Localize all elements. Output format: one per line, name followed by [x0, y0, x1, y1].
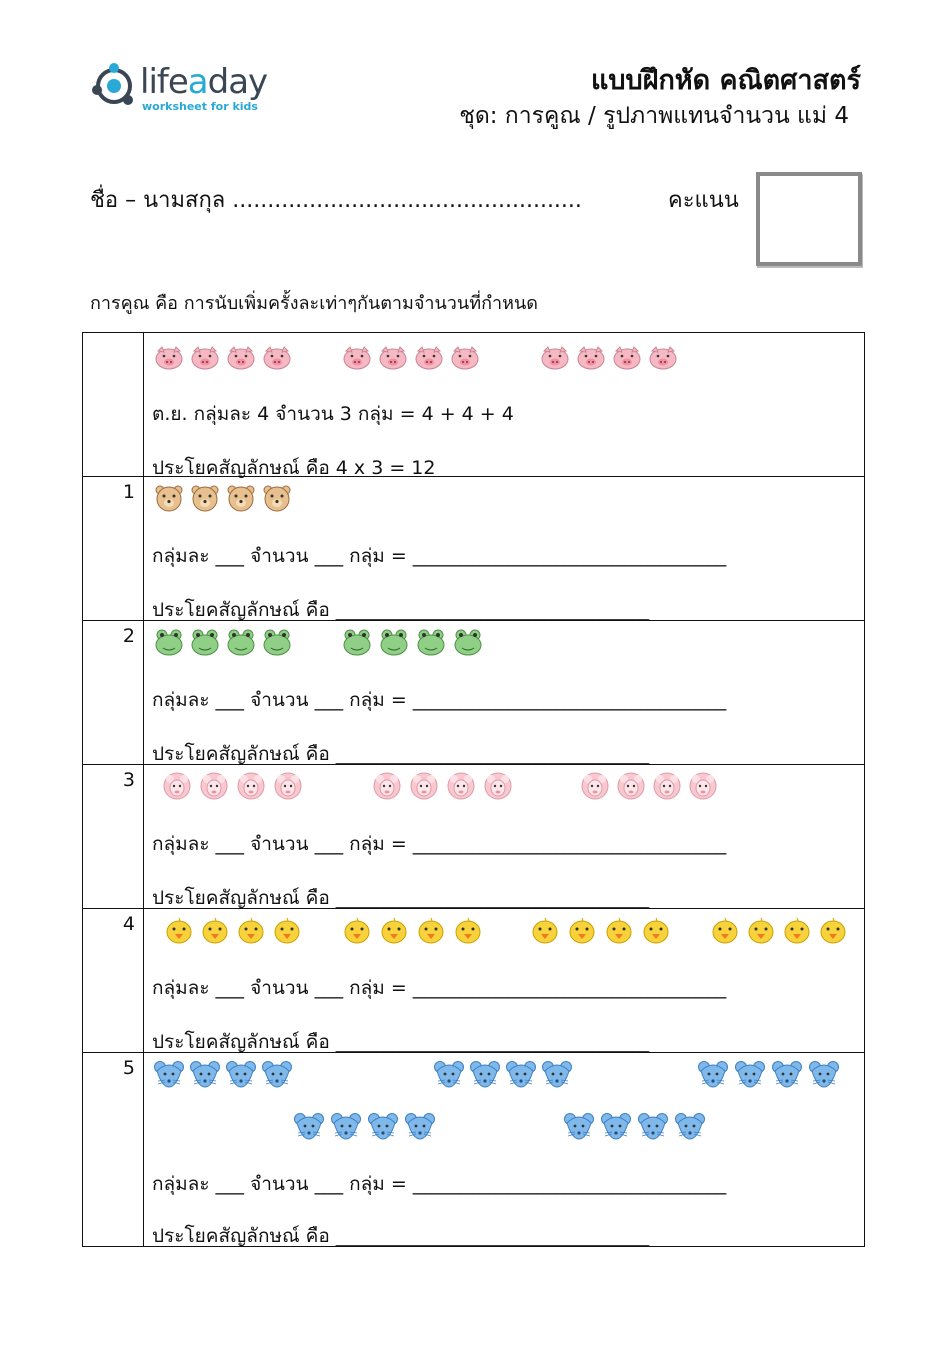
question-icons	[152, 771, 852, 805]
mouse-icon	[294, 1111, 324, 1141]
question-number: 2	[83, 621, 144, 765]
question-row-3	[83, 765, 865, 909]
answer-line-sentence[interactable]: ประโยคสัญลักษณ์ คือ _________________________________	[152, 1031, 650, 1053]
question-icons	[152, 915, 862, 949]
question-row-2	[83, 621, 865, 765]
pig-icon	[648, 343, 678, 373]
mouse-icon	[226, 1059, 256, 1089]
pig-icon	[612, 343, 642, 373]
name-field[interactable]: ชื่อ – นามสกุล ..................................................	[90, 188, 582, 213]
sheep-icon	[446, 771, 476, 801]
question-number: 3	[83, 765, 144, 909]
logo-icon	[90, 62, 138, 110]
chick-icon	[818, 915, 848, 945]
pig-icon	[576, 343, 606, 373]
exercise-table	[82, 332, 865, 1247]
mouse-icon	[262, 1059, 292, 1089]
frog-icon	[226, 627, 256, 657]
mouse-icon	[405, 1111, 435, 1141]
example-line-2: ประโยคสัญลักษณ์ คือ 4 x 3 = 12	[152, 457, 436, 479]
question-row-1	[83, 477, 865, 621]
chick-icon	[567, 915, 597, 945]
chick-icon	[379, 915, 409, 945]
chick-icon	[272, 915, 302, 945]
frog-icon	[262, 627, 292, 657]
frog-icon	[190, 627, 220, 657]
pig-icon	[262, 343, 292, 373]
score-box[interactable]	[756, 172, 862, 266]
question-body	[144, 909, 865, 1053]
pig-icon	[154, 343, 184, 373]
mouse-icon	[675, 1111, 705, 1141]
frog-icon	[416, 627, 446, 657]
question-body	[144, 765, 865, 909]
sheep-icon	[162, 771, 192, 801]
mouse-icon	[772, 1059, 802, 1089]
chick-icon	[782, 915, 812, 945]
chick-icon	[236, 915, 266, 945]
question-body	[144, 621, 865, 765]
sheep-icon	[372, 771, 402, 801]
mouse-icon	[542, 1059, 572, 1089]
answer-line-groups[interactable]: กลุ่มละ ___ จำนวน ___ กลุ่ม = _________________________________	[152, 833, 727, 855]
mouse-icon	[809, 1059, 839, 1089]
logo-wordmark: lifeaday	[140, 62, 268, 102]
example-line-1: ต.ย. กลุ่มละ 4 จำนวน 3 กลุ่ม = 4 + 4 + 4	[152, 403, 514, 425]
question-body	[144, 1053, 865, 1247]
sheep-icon	[688, 771, 718, 801]
pig-icon	[378, 343, 408, 373]
chick-icon	[746, 915, 776, 945]
pig-icon	[414, 343, 444, 373]
mouse-icon	[506, 1059, 536, 1089]
answer-line-groups[interactable]: กลุ่มละ ___ จำนวน ___ กลุ่ม = _________________________________	[152, 689, 727, 711]
score-label: คะแนน	[668, 188, 739, 213]
sheep-icon	[483, 771, 513, 801]
bear-icon	[262, 483, 292, 513]
pig-icon	[226, 343, 256, 373]
example-number-cell	[83, 333, 144, 477]
sheep-icon	[236, 771, 266, 801]
frog-icon	[453, 627, 483, 657]
sheep-icon	[580, 771, 610, 801]
lifeaday-logo	[90, 60, 290, 120]
mouse-icon	[434, 1059, 464, 1089]
sheep-icon	[652, 771, 682, 801]
example-row	[83, 333, 865, 477]
mouse-icon	[368, 1111, 398, 1141]
answer-line-groups[interactable]: กลุ่มละ ___ จำนวน ___ กลุ่ม = _________________________________	[152, 977, 727, 999]
mouse-icon	[638, 1111, 668, 1141]
frog-icon	[379, 627, 409, 657]
mouse-icon	[735, 1059, 765, 1089]
question-number: 5	[83, 1053, 144, 1247]
mouse-icon	[154, 1059, 184, 1089]
worksheet-subtitle: ชุด: การคูณ / รูปภาพแทนจำนวน แม่ 4	[459, 103, 849, 129]
chick-icon	[710, 915, 740, 945]
pig-icon	[540, 343, 570, 373]
question-icons	[152, 1057, 862, 1147]
mouse-icon	[564, 1111, 594, 1141]
chick-icon	[641, 915, 671, 945]
answer-line-sentence[interactable]: ประโยคสัญลักษณ์ คือ _________________________________	[152, 743, 650, 765]
chick-icon	[416, 915, 446, 945]
chick-icon	[530, 915, 560, 945]
frog-icon	[342, 627, 372, 657]
question-row-4	[83, 909, 865, 1053]
chick-icon	[342, 915, 372, 945]
answer-line-sentence[interactable]: ประโยคสัญลักษณ์ คือ _________________________________	[152, 887, 650, 909]
question-body	[144, 477, 865, 621]
chick-icon	[604, 915, 634, 945]
sheep-icon	[199, 771, 229, 801]
example-icons	[152, 343, 852, 377]
frog-icon	[154, 627, 184, 657]
question-number: 1	[83, 477, 144, 621]
worksheet-title: แบบฝึกหัด คณิตศาสตร์	[590, 65, 861, 96]
bear-icon	[154, 483, 184, 513]
sheep-icon	[409, 771, 439, 801]
answer-line-sentence[interactable]: ประโยคสัญลักษณ์ คือ _________________________________	[152, 1225, 650, 1247]
chick-icon	[164, 915, 194, 945]
answer-line-groups[interactable]: กลุ่มละ ___ จำนวน ___ กลุ่ม = _________________________________	[152, 545, 727, 567]
mouse-icon	[601, 1111, 631, 1141]
pig-icon	[342, 343, 372, 373]
pig-icon	[190, 343, 220, 373]
chick-icon	[200, 915, 230, 945]
example-body	[144, 333, 865, 477]
sheep-icon	[616, 771, 646, 801]
pig-icon	[450, 343, 480, 373]
question-number: 4	[83, 909, 144, 1053]
mouse-icon	[470, 1059, 500, 1089]
answer-line-groups[interactable]: กลุ่มละ ___ จำนวน ___ กลุ่ม = _________________________________	[152, 1173, 727, 1195]
sheep-icon	[273, 771, 303, 801]
chick-icon	[453, 915, 483, 945]
question-icons	[152, 483, 852, 517]
question-row-5	[83, 1053, 865, 1247]
mouse-icon	[698, 1059, 728, 1089]
bear-icon	[190, 483, 220, 513]
question-icons	[152, 627, 852, 661]
mouse-icon	[331, 1111, 361, 1141]
intro-text: การคูณ คือ การนับเพิ่มครั้งละเท่าๆกันตามจำนวนที่กำหนด	[90, 293, 538, 314]
logo-tagline: worksheet for kids	[142, 100, 258, 113]
bear-icon	[226, 483, 256, 513]
mouse-icon	[190, 1059, 220, 1089]
answer-line-sentence[interactable]: ประโยคสัญลักษณ์ คือ _________________________________	[152, 599, 650, 621]
